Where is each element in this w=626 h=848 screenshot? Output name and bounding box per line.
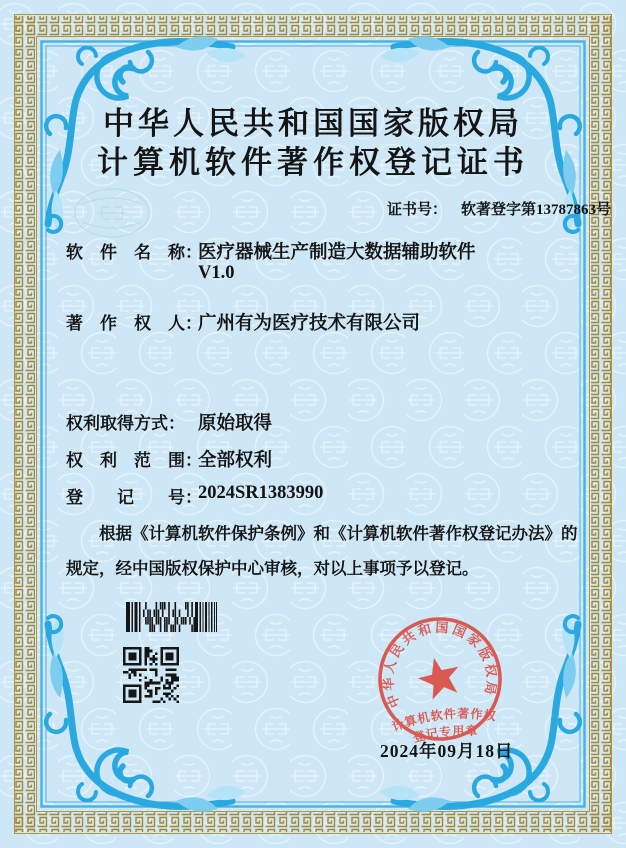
field-software-name (66, 238, 476, 264)
field-rights-scope (66, 446, 272, 472)
statement-line: 规定，经中国版权保护中心审核，对以上事项予以登记。 (66, 559, 479, 578)
certificate-number-value: 软著登字第13787863号 (461, 202, 612, 218)
field-software-version: V1.0 (198, 263, 235, 283)
seal-star-icon (416, 655, 461, 701)
seal-text-line2: 登记专用章 (411, 723, 479, 745)
field-label: 权利取得方式： (66, 414, 185, 433)
certificate-title: 计算机软件著作权登记证书 (97, 145, 529, 180)
certificate-number (387, 198, 611, 219)
official-seal (370, 609, 510, 749)
statement-line: 根据《计算机软件保护条例》和《计算机软件著作权登记办法》的 (99, 524, 578, 543)
field-acquisition-method (66, 409, 272, 435)
seal-ring-text: 中华人民共和国国家版权局 (380, 619, 500, 710)
issue-date: 2024年09月18日 (380, 741, 514, 761)
qr-code-icon (123, 647, 179, 703)
field-value: 医疗器械生产制造大数据辅助软件 (198, 243, 476, 263)
field-value: 全部权利 (198, 451, 273, 471)
field-value: 广州有为医疗技术有限公司 (198, 314, 421, 334)
authority-title: 中华人民共和国国家版权局 (103, 106, 523, 141)
seal-text-line1: 计算机软件著作权 (390, 706, 498, 735)
field-label: 权 利 范 围： (66, 451, 202, 470)
field-copyright-owner (66, 309, 420, 335)
field-label: 软 件 名 称： (66, 243, 202, 262)
field-value: 2024SR1383990 (198, 483, 324, 503)
field-label: 登 记 号： (66, 488, 202, 507)
barcode-icon (126, 602, 217, 632)
field-value: 原始取得 (198, 414, 273, 434)
registration-statement (66, 516, 578, 586)
field-registration-number (66, 483, 323, 508)
certificate-number-label: 证书号： (387, 202, 448, 218)
field-label: 著 作 权 人： (66, 314, 202, 333)
svg-text:中华人民共和国国家版权局 (375, 614, 502, 711)
